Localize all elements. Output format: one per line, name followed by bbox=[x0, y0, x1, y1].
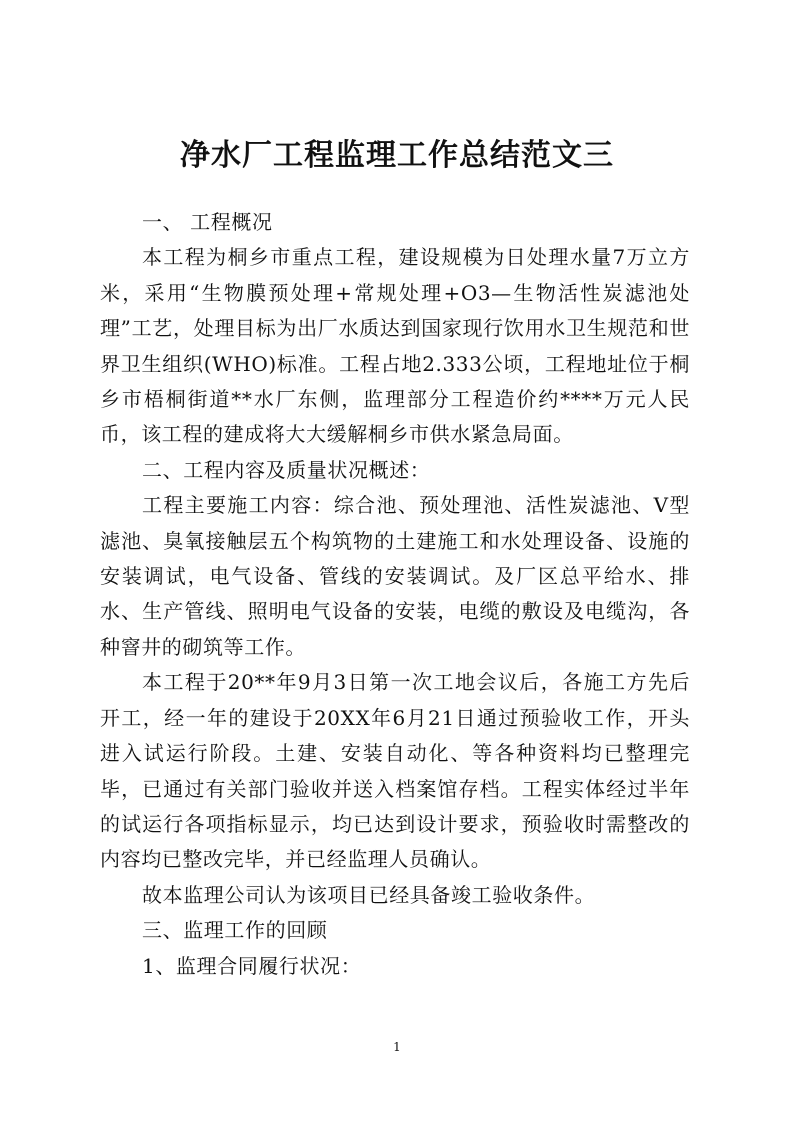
heading-contract-performance: 1、监理合同履行状况： bbox=[142, 953, 362, 978]
heading-project-overview: 一、 工程概况 bbox=[142, 210, 273, 234]
paragraph-construction-content: 工程主要施工内容：综合池、预处理池、活性炭滤池、V型滤池、臭氧接触层五个构筑物的土建施工和水处理设备、设施的安装调试，电气设备、管线的安装调试。及厂区总平给水、排水、生产管线、照明电气设备的安装，电缆的敷设及电缆沟，各种窨井的砌筑等工作。 bbox=[100, 493, 690, 659]
paragraph-project-overview: 本工程为桐乡市重点工程，建设规模为日处理水量7万立方米，采用“生物膜预处理+常规处理+O3—生物活性炭滤池处理”工艺，处理目标为出厂水质达到国家现行饮用水卫生规范和世界卫生组织(WHO)标准。工程占地2.333公顷，工程地址位于桐乡市梧桐街道**水厂东侧，监理部分工程造价约****万元人民币，该工程的建成将大大缓解桐乡市供水紧急局面。 bbox=[100, 245, 690, 447]
paragraph-conclusion: 故本监理公司认为该项目已经具备竣工验收条件。 bbox=[142, 882, 596, 907]
page-number: 1 bbox=[393, 1040, 401, 1054]
heading-content-quality: 二、工程内容及质量状况概述： bbox=[142, 457, 431, 482]
heading-supervision-review: 三、监理工作的回顾 bbox=[142, 918, 328, 943]
paragraph-schedule: 本工程于20**年9月3日第一次工地会议后，各施工方先后开工，经一年的建设于20XX年6月21日通过预验收工作，开头进入试运行阶段。土建、安装自动化、等各种资料均已整理完毕，已通过有关部门验收并送入档案馆存档。工程实体经过半年的试运行各项指标显示，均已达到设计要求，预验收时需整改的内容均已整改完毕，并已经监理人员确认。 bbox=[100, 670, 690, 872]
document-title: 净水厂工程监理工作总结范文三 bbox=[180, 138, 614, 173]
document-body bbox=[100, 205, 690, 984]
